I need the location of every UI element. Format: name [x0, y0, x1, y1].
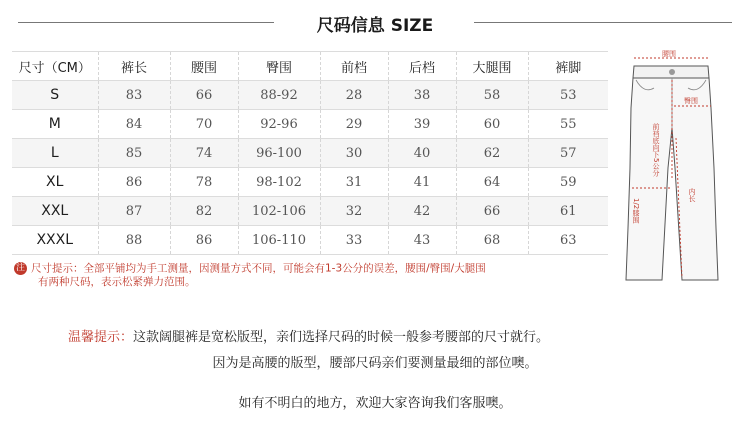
table-cell: 38 [388, 81, 456, 110]
table-cell: 96-100 [238, 139, 320, 168]
table-cell: 33 [320, 226, 388, 255]
table-cell: 106-110 [238, 226, 320, 255]
table-cell: 68 [456, 226, 528, 255]
table-cell: 61 [528, 197, 608, 226]
front-rise-label: 前裆底向下5公分 [652, 123, 660, 177]
table-cell: 43 [388, 226, 456, 255]
inseam-label: 内长 [688, 188, 696, 202]
pants-measurement-diagram [612, 48, 732, 298]
table-row [12, 197, 608, 226]
table-cell: 88-92 [238, 81, 320, 110]
size-cell: XXL [12, 197, 98, 226]
note-line-1 [14, 262, 486, 276]
table-cell: 92-96 [238, 110, 320, 139]
table-cell: 82 [170, 197, 238, 226]
table-cell: 40 [388, 139, 456, 168]
table-cell: 78 [170, 168, 238, 197]
table-cell: 55 [528, 110, 608, 139]
table-cell: 31 [320, 168, 388, 197]
table-cell: 83 [98, 81, 170, 110]
table-cell: 62 [456, 139, 528, 168]
size-cell: L [12, 139, 98, 168]
table-cell: 53 [528, 81, 608, 110]
table-cell: 70 [170, 110, 238, 139]
note-line-2: 有两种尺码，表示松紧弹力范围。 [38, 276, 196, 288]
header-hip: 臀围 [238, 52, 320, 81]
table-row [12, 139, 608, 168]
tip-line-3: 如有不明白的地方，欢迎大家咨询我们客服噢。 [238, 396, 512, 411]
size-cell: XL [12, 168, 98, 197]
tip-label: 温馨提示： [68, 330, 134, 345]
table-row [12, 110, 608, 139]
table-cell: 58 [456, 81, 528, 110]
table-cell: 41 [388, 168, 456, 197]
table-cell: 85 [98, 139, 170, 168]
table-cell: 86 [98, 168, 170, 197]
header-length: 裤长 [98, 52, 170, 81]
table-row [12, 168, 608, 197]
table-cell: 32 [320, 197, 388, 226]
tip-line-1 [68, 326, 718, 345]
table-cell: 84 [98, 110, 170, 139]
title-divider-right [474, 22, 732, 23]
table-cell: 39 [388, 110, 456, 139]
table-row [12, 226, 608, 255]
table-cell: 42 [388, 197, 456, 226]
title-bar [0, 0, 750, 44]
header-waist: 腰围 [170, 52, 238, 81]
size-table [12, 51, 608, 255]
header-thigh: 大腿围 [456, 52, 528, 81]
note-text-1: 尺寸提示：全部平铺均为手工测量，因测量方式不同，可能会有1-3公分的误差，腰围/臀围/大腿围 [31, 262, 486, 275]
table-cell: 98-102 [238, 168, 320, 197]
table-cell: 86 [170, 226, 238, 255]
waist-label: 腰围 [662, 50, 676, 58]
table-cell: 63 [528, 226, 608, 255]
table-cell: 57 [528, 139, 608, 168]
table-cell: 87 [98, 197, 170, 226]
table-cell: 60 [456, 110, 528, 139]
header-front-rise: 前档 [320, 52, 388, 81]
hip-label: 臀围 [684, 97, 698, 105]
table-cell: 74 [170, 139, 238, 168]
table-cell: 30 [320, 139, 388, 168]
button [669, 69, 675, 75]
note-badge: 注 [15, 263, 25, 273]
tip-text-1: 这款阔腿裤是宽松版型，亲们选择尺码的时候一般参考腰部的尺寸就行。 [133, 330, 550, 345]
size-cell: XXXL [12, 226, 98, 255]
page-title: 尺码信息 SIZE [316, 16, 434, 36]
table-header-row [12, 52, 608, 81]
header-back-rise: 后档 [388, 52, 456, 81]
table-cell: 28 [320, 81, 388, 110]
header-hem: 裤脚 [528, 52, 608, 81]
header-size: 尺寸（CM） [12, 52, 98, 81]
table-cell: 102-106 [238, 197, 320, 226]
table-cell: 88 [98, 226, 170, 255]
table-cell: 66 [170, 81, 238, 110]
size-cell: S [12, 81, 98, 110]
half-thigh-label: 1/2膝围 [632, 198, 640, 224]
table-cell: 29 [320, 110, 388, 139]
tip-line-2: 因为是高腰的版型，腰部尺码亲们要测量最细的部位噢。 [212, 356, 538, 371]
table-cell: 64 [456, 168, 528, 197]
table-cell: 66 [456, 197, 528, 226]
table-row [12, 81, 608, 110]
table-cell: 59 [528, 168, 608, 197]
size-cell: M [12, 110, 98, 139]
